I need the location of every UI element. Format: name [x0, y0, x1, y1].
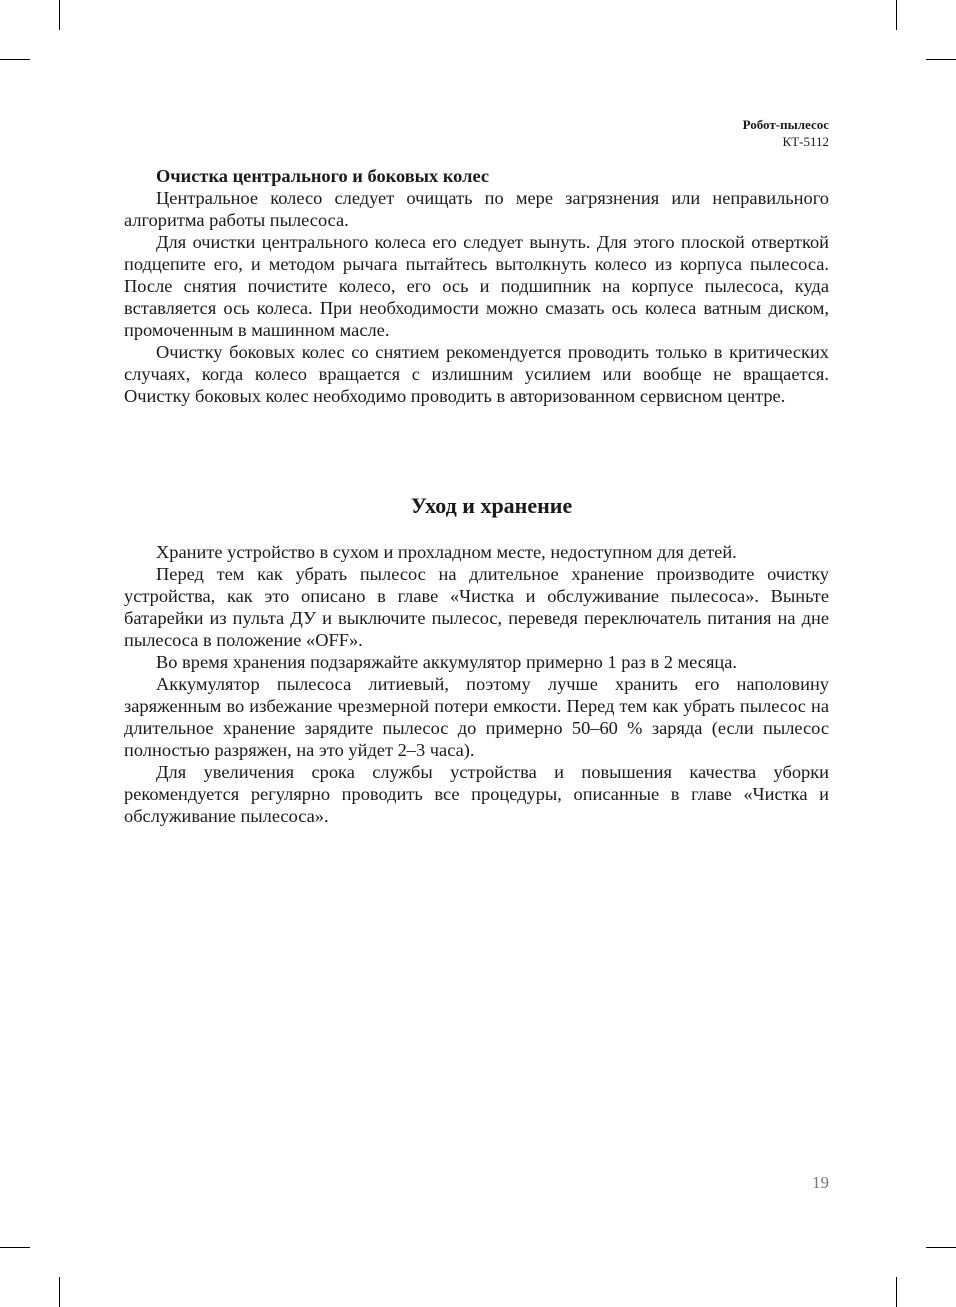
header-title: Робот-пылесос [742, 117, 829, 132]
wheel-cleaning-subheading: Очистка центрального и боковых колес [156, 166, 489, 186]
paragraph: Для увеличения срока службы устройства и повышения качества уборки рекомендуется регулярно проводить все процедуры, описанные в главе «Чистка и обслуживание пылесоса». [124, 762, 829, 826]
care-storage-heading: Уход и хранение [410, 493, 573, 518]
paragraph: Перед тем как убрать пылесос на длительное хранение производите очистку устройства, как это описано в главе «Чистка и обслуживание пылесоса». Выньте батарейки из пульта ДУ и выключите пылесос, переведя переключатель питания на дне пылесоса в положение «OFF». [124, 564, 829, 650]
crop-mark-top-right-vertical [896, 0, 897, 30]
care-storage-section [124, 541, 829, 827]
crop-mark-top-left-horizontal [0, 59, 30, 60]
crop-mark-bottom-left-vertical [59, 1277, 60, 1307]
paragraph: Во время хранения подзаряжайте аккумулятор примерно 1 раз в 2 месяца. [156, 652, 738, 672]
header-model: КТ-5112 [782, 134, 829, 149]
paragraph: Очистку боковых колес со снятием рекомендуется проводить только в критических случаях, когда колесо вращается с излишним усилием или вообще не вращается. Очистку боковых колес необходимо проводить в авторизованном сервисном центре. [124, 342, 829, 406]
crop-mark-bottom-right-vertical [896, 1277, 897, 1307]
paragraph: Храните устройство в сухом и прохладном месте, недоступном для детей. [156, 542, 737, 562]
wheel-cleaning-section [124, 165, 829, 407]
paragraph: Аккумулятор пылесоса литиевый, поэтому лучше хранить его наполовину заряженным во избежание чрезмерной потери емкости. Перед тем как убрать пылесос на длительное хранение зарядите пылесос до примерно 50–60 % заряда (если пылесос полностью разряжен, на это уйдет 2–3 часа). [124, 674, 829, 760]
page-number: 19 [812, 1173, 829, 1192]
paragraph: Центральное колесо следует очищать по мере загрязнения или неправильного алгоритма работы пылесоса. [124, 188, 829, 230]
crop-mark-top-left-vertical [59, 0, 60, 30]
running-header [743, 116, 829, 150]
crop-mark-top-right-horizontal [926, 59, 956, 60]
crop-mark-bottom-left-horizontal [0, 1247, 30, 1248]
crop-mark-bottom-right-horizontal [926, 1247, 956, 1248]
paragraph: Для очистки центрального колеса его следует вынуть. Для этого плоской отверткой подцепите его, и методом рычага пытайтесь вытолкнуть колесо из корпуса пылесоса. После снятия почистите колесо, его ось и подшипник на корпусе пылесоса, куда вставляется ось колеса. При необходимости можно смазать ось колеса ватным диском, промоченным в машинном масле. [124, 232, 829, 340]
